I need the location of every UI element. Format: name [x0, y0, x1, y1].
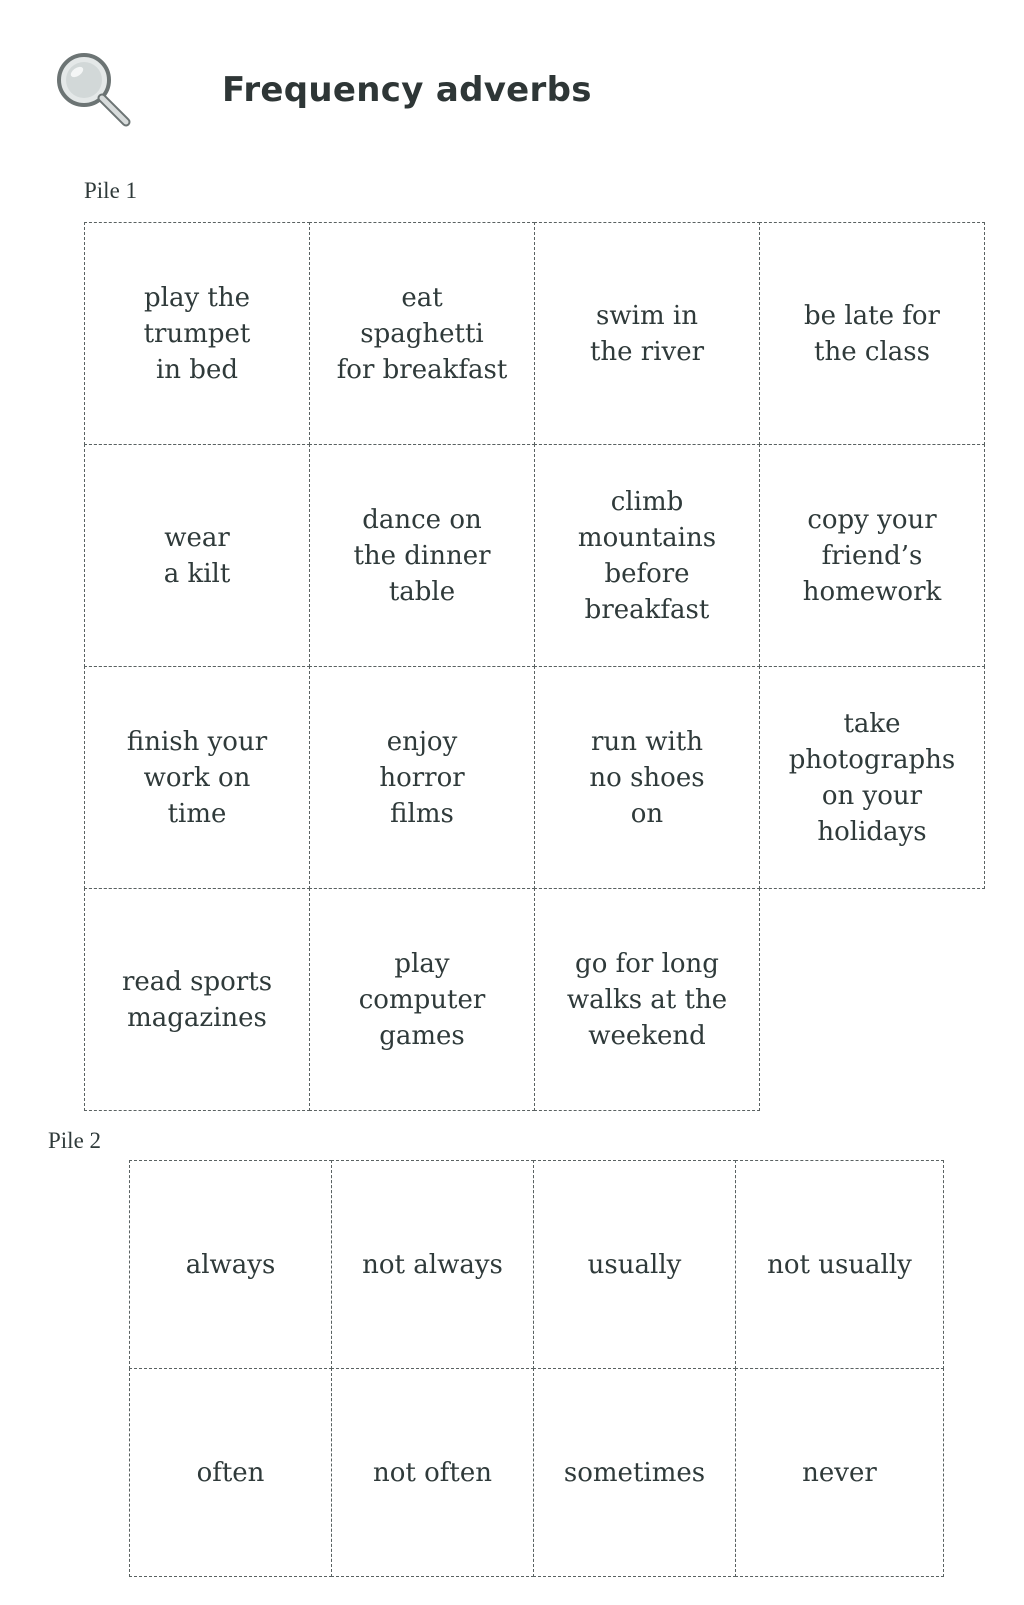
pile2-card: usually — [533, 1160, 736, 1369]
pile2-card: not often — [331, 1368, 534, 1577]
pile1-card: be late for the class — [759, 222, 985, 445]
pile1-card: run with no shoes on — [534, 666, 760, 889]
pile1-card: take photographs on your holidays — [759, 666, 985, 889]
pile2-card: not always — [331, 1160, 534, 1369]
page-header — [50, 40, 850, 130]
page-title: Frequency adverbs — [222, 70, 592, 110]
pile1-card: climb mountains before breakfast — [534, 444, 760, 667]
pile1-card: swim in the river — [534, 222, 760, 445]
pile1-label: Pile 1 — [84, 178, 138, 203]
pile1-card: enjoy horror films — [309, 666, 535, 889]
pile2-card: always — [129, 1160, 332, 1369]
pile1-card: copy your friend’s homework — [759, 444, 985, 667]
pile1-card: wear a kilt — [84, 444, 310, 667]
pile2-card-grid — [129, 1160, 943, 1576]
pile1-card: play the trumpet in bed — [84, 222, 310, 445]
pile2-card: not usually — [735, 1160, 944, 1369]
pile1-card-grid — [84, 222, 984, 1110]
pile1-card: play computer games — [309, 888, 535, 1111]
pile1-card: read sports magazines — [84, 888, 310, 1111]
pile1-card: eat spaghetti for breakfast — [309, 222, 535, 445]
pile1-card: dance on the dinner table — [309, 444, 535, 667]
pile2-card: often — [129, 1368, 332, 1577]
pile2-card: sometimes — [533, 1368, 736, 1577]
pile1-card: finish your work on time — [84, 666, 310, 889]
pile2-card: never — [735, 1368, 944, 1577]
magnifying-glass-icon — [52, 48, 132, 128]
pile1-card: go for long walks at the weekend — [534, 888, 760, 1111]
pile2-label: Pile 2 — [48, 1128, 102, 1153]
